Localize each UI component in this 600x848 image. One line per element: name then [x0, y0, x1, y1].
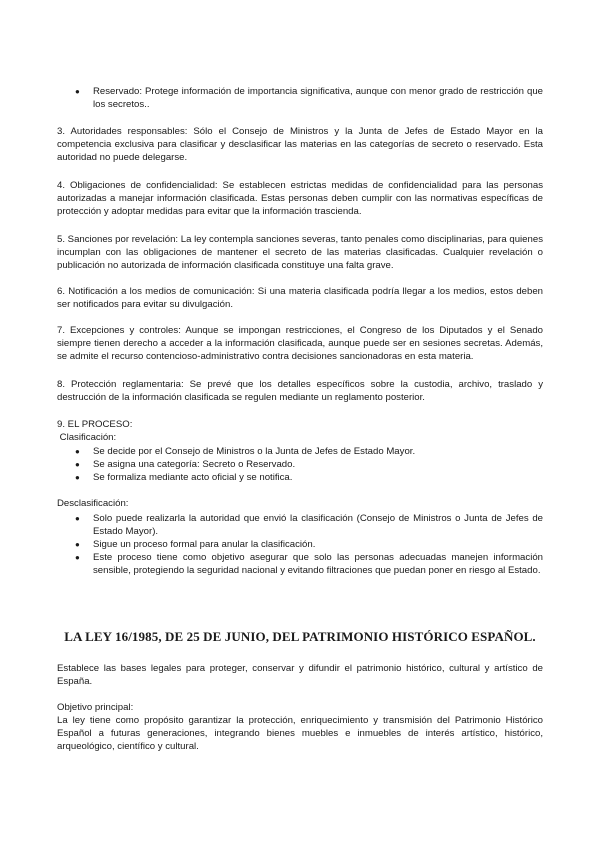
- clasificacion-item: Se asigna una categoría: Secreto o Reservado.: [93, 459, 296, 470]
- paragraph-7: 7. Excepciones y controles: Aunque se impongan restricciones, el Congreso de los Diputados y el Senado siempre tienen derecho a acceder a la información clasificada, aunque puede ser en sesiones secretas. Además, se admite el recurso contencioso-administrativo contra decisiones sancionadoras en esta materia.: [57, 325, 543, 363]
- bullet-icon: ●: [75, 514, 80, 523]
- ley-intro: Establece las bases legales para proteger, conservar y difundir el patrimonio histórico, cultural y artístico de España.: [57, 663, 543, 688]
- objetivo-text: La ley tiene como propósito garantizar la protección, enriquecimiento y transmisión del Patrimonio Histórico Español a futuras generaciones, integrando bienes muebles e inmuebles de interés artístico, histórico, arqueológico, científico y cultural.: [57, 715, 543, 753]
- bullet-icon: ●: [75, 553, 80, 562]
- ley-heading: LA LEY 16/1985, DE 25 DE JUNIO, DEL PATRIMONIO HISTÓRICO ESPAÑOL.: [64, 629, 536, 644]
- bullet-icon: ●: [75, 87, 80, 96]
- paragraph-5: 5. Sanciones por revelación: La ley contempla sanciones severas, tanto penales como disciplinarias, para quienes incumplan con las obligaciones de mantener el secreto de las materias clasificadas. Cualquier revelación o publicación no autorizada de información clasificada constituye una falta grave.: [57, 234, 543, 272]
- desclasificacion-label: Desclasificación:: [57, 498, 129, 509]
- objetivo-label: Objetivo principal:: [57, 702, 134, 713]
- clasificacion-label: Clasificación:: [57, 432, 117, 443]
- clasificacion-item: Se formaliza mediante acto oficial y se notifica.: [93, 472, 293, 483]
- desclasificacion-item: Sigue un proceso formal para anular la clasificación.: [93, 539, 316, 550]
- paragraph-8: 8. Protección reglamentaria: Se prevé que los detalles específicos sobre la custodia, archivo, traslado y destrucción de la información clasificada se regulen mediante un reglamento posterior.: [57, 379, 543, 404]
- desclasificacion-item: Este proceso tiene como objetivo asegurar que solo las personas adecuadas manejen información sensible, protegiendo la seguridad nacional y evitando filtraciones que puedan poner en riesgo al Estado.: [93, 552, 543, 577]
- paragraph-3: 3. Autoridades responsables: Sólo el Consejo de Ministros y la Junta de Jefes de Estado Mayor en la competencia exclusiva para clasificar y desclasificar las materias en las categorías de secreto o reservado. Esta autoridad no puede delegarse.: [57, 126, 543, 164]
- paragraph-6: 6. Notificación a los medios de comunicación: Si una materia clasificada podría llegar a los medios, estos deben ser notificados para evitar su divulgación.: [57, 286, 543, 311]
- bullet-icon: ●: [75, 473, 80, 482]
- desclasificacion-item: Solo puede realizarla la autoridad que envió la clasificación (Consejo de Ministros o Junta de Jefes de Estado Mayor).: [93, 513, 543, 538]
- bullet-icon: ●: [75, 460, 80, 469]
- clasificacion-item: Se decide por el Consejo de Ministros o la Junta de Jefes de Estado Mayor.: [93, 446, 416, 457]
- paragraph-4: 4. Obligaciones de confidencialidad: Se establecen estrictas medidas de confidencialidad para las personas autorizadas a manejar información clasificada. Estas personas deben cumplir con las normativas específicas de protección y adoptar medidas para evitar que la información trascienda.: [57, 180, 543, 218]
- reservado-item: Reservado: Protege información de importancia significativa, aunque con menor grado de restricción que los secretos..: [93, 86, 543, 111]
- bullet-icon: ●: [75, 540, 80, 549]
- proceso-title: 9. EL PROCESO:: [57, 419, 133, 430]
- bullet-icon: ●: [75, 447, 80, 456]
